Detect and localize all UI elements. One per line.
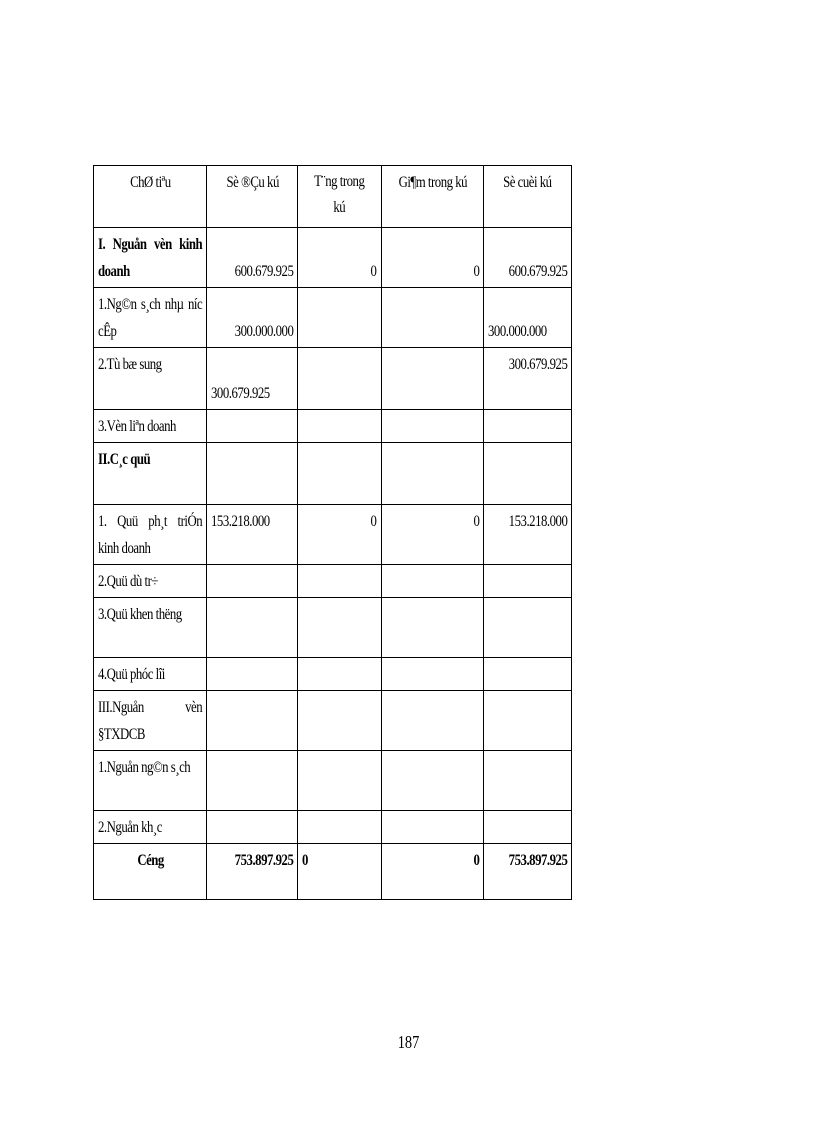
row-end: 300.000.000 xyxy=(484,288,572,348)
row-dec xyxy=(381,565,483,598)
table-row xyxy=(94,658,572,691)
table-row xyxy=(94,443,572,505)
row-inc: 0 xyxy=(298,228,382,288)
row-inc xyxy=(298,348,382,410)
row-begin xyxy=(207,811,298,844)
row-dec xyxy=(381,443,483,505)
row-label: 2.Quü dù tr÷ xyxy=(94,565,207,598)
row-dec xyxy=(381,348,483,410)
header-indicator: ChØ tiªu xyxy=(94,166,207,228)
page-number: 187 xyxy=(397,1032,419,1052)
row-begin xyxy=(207,565,298,598)
table-row xyxy=(94,505,572,565)
table-row xyxy=(94,348,572,410)
row-dec xyxy=(381,410,483,443)
table-total-row xyxy=(94,844,572,900)
table-row xyxy=(94,228,572,288)
table-row xyxy=(94,691,572,751)
row-end xyxy=(484,811,572,844)
row-label: I. Nguån vèn kinh doanh xyxy=(94,228,207,288)
row-begin xyxy=(207,598,298,658)
row-end: 753.897.925 xyxy=(484,844,572,900)
row-begin xyxy=(207,751,298,811)
row-begin xyxy=(207,658,298,691)
row-label: 1.Ng©n s¸ch nhµ níc cÊp xyxy=(94,288,207,348)
row-dec xyxy=(381,691,483,751)
row-end xyxy=(484,691,572,751)
row-label: 1.Nguån ng©n s¸ch xyxy=(94,751,207,811)
row-label: 3.Vèn liªn doanh xyxy=(94,410,207,443)
row-inc xyxy=(298,410,382,443)
row-inc: 0 xyxy=(298,505,382,565)
row-begin: 300.679.925 xyxy=(207,348,298,410)
row-inc xyxy=(298,565,382,598)
row-begin: 600.679.925 xyxy=(207,228,298,288)
row-dec: 0 xyxy=(381,228,483,288)
row-begin xyxy=(207,410,298,443)
row-label: 3.Quü khen thëng xyxy=(94,598,207,658)
row-inc xyxy=(298,691,382,751)
row-begin: 300.000.000 xyxy=(207,288,298,348)
row-end xyxy=(484,410,572,443)
header-closing-balance: Sè cuèi kú xyxy=(484,166,572,228)
table-row xyxy=(94,598,572,658)
row-inc xyxy=(298,751,382,811)
row-end xyxy=(484,751,572,811)
row-dec: 0 xyxy=(381,844,483,900)
row-dec xyxy=(381,811,483,844)
row-label: 2.Tù bæ sung xyxy=(94,348,207,410)
capital-funds-table xyxy=(93,165,572,900)
row-label: 4.Quü phóc lîi xyxy=(94,658,207,691)
row-end xyxy=(484,565,572,598)
row-dec xyxy=(381,658,483,691)
header-increase: T¨ng trong kú xyxy=(298,166,382,228)
row-label: III.Nguån vèn §TXDCB xyxy=(94,691,207,751)
table-row xyxy=(94,811,572,844)
row-label: 2.Nguån kh¸c xyxy=(94,811,207,844)
row-inc xyxy=(298,443,382,505)
table-row xyxy=(94,288,572,348)
table-header-row xyxy=(94,166,572,228)
row-end xyxy=(484,443,572,505)
row-dec xyxy=(381,288,483,348)
row-end xyxy=(484,658,572,691)
row-inc xyxy=(298,658,382,691)
row-dec xyxy=(381,751,483,811)
row-label: 1. Quü ph¸t triÓn kinh doanh xyxy=(94,505,207,565)
row-begin xyxy=(207,691,298,751)
row-dec xyxy=(381,598,483,658)
header-opening-balance: Sè ®Çu kú xyxy=(207,166,298,228)
row-end xyxy=(484,598,572,658)
table-row xyxy=(94,410,572,443)
row-inc xyxy=(298,598,382,658)
row-inc: 0 xyxy=(298,844,382,900)
row-begin: 753.897.925 xyxy=(207,844,298,900)
row-end: 153.218.000 xyxy=(484,505,572,565)
row-end: 600.679.925 xyxy=(484,228,572,288)
row-end: 300.679.925 xyxy=(484,348,572,410)
row-label: II.C¸c quü xyxy=(94,443,207,505)
header-decrease: Gi¶m trong kú xyxy=(381,166,483,228)
row-inc xyxy=(298,288,382,348)
row-dec: 0 xyxy=(381,505,483,565)
row-begin: 153.218.000 xyxy=(207,505,298,565)
row-inc xyxy=(298,811,382,844)
row-label: Céng xyxy=(94,844,207,900)
table-row xyxy=(94,565,572,598)
row-begin xyxy=(207,443,298,505)
table-row xyxy=(94,751,572,811)
